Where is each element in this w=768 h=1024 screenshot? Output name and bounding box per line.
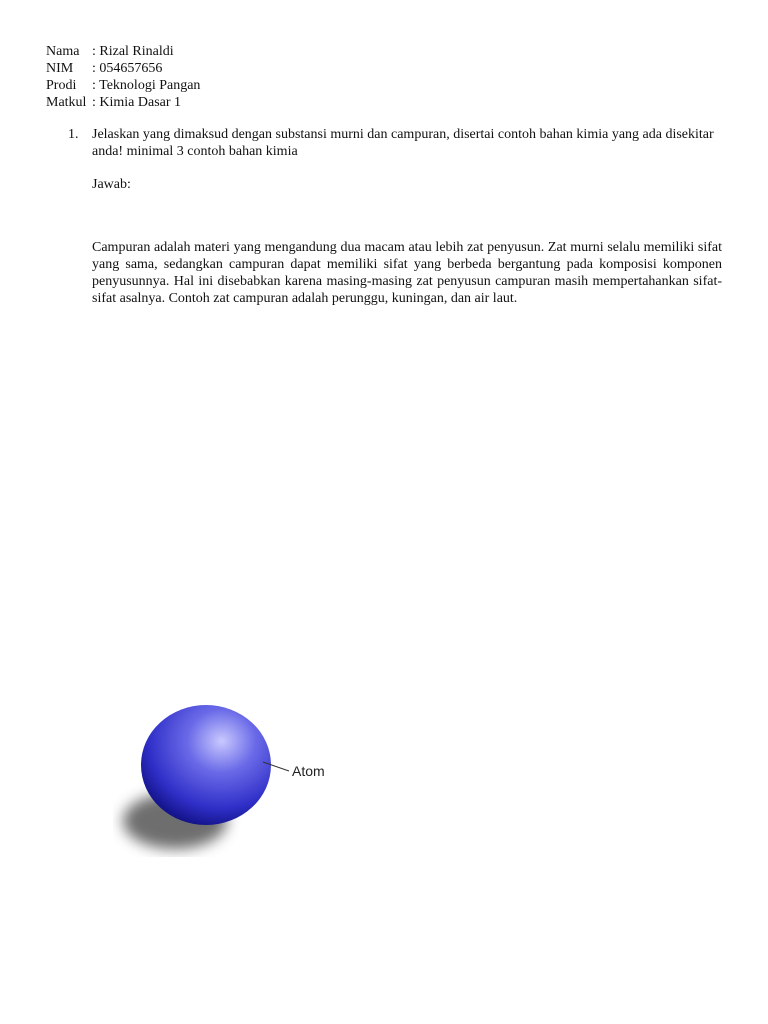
atom-label: Atom — [292, 763, 325, 779]
question-text: Jelaskan yang dimaksud dengan substansi murni dan campuran, disertai contoh bahan kimia yang ada disekitar anda! minimal 3 contoh bahan kimia — [92, 127, 714, 159]
atom-sphere — [141, 705, 271, 825]
header-row-matkul — [46, 94, 200, 111]
answer-paragraph: Campuran adalah materi yang mengandung dua macam atau lebih zat penyusun. Zat murni selalu memiliki sifat yang sama, sedangkan campuran dapat memiliki sifat yang berbeda bergantung pada komposisi komponen penyusunnya. Hal ini disebabkan karena masing-masing zat penyusun campuran masih mempertahankan sifat-sifat asalnya. Contoh zat campuran adalah perunggu, kuningan, dan air laut. — [92, 240, 722, 306]
header-row-nama — [46, 43, 200, 60]
student-info-header — [46, 43, 200, 111]
header-value: : Kimia Dasar 1 — [92, 95, 182, 110]
header-value: : Teknologi Pangan — [92, 78, 201, 93]
header-label: NIM — [46, 61, 74, 76]
header-row-prodi — [46, 77, 200, 94]
header-value: : Rizal Rinaldi — [92, 44, 174, 59]
header-label: Matkul — [46, 95, 87, 110]
question-item — [68, 126, 722, 160]
question-number: 1. — [68, 127, 79, 142]
header-row-nim — [46, 60, 200, 77]
header-label: Nama — [46, 44, 80, 59]
answer-label: Jawab: — [92, 177, 131, 192]
atom-figure — [113, 697, 361, 857]
header-value: : 054657656 — [92, 61, 163, 76]
header-label: Prodi — [46, 78, 77, 93]
